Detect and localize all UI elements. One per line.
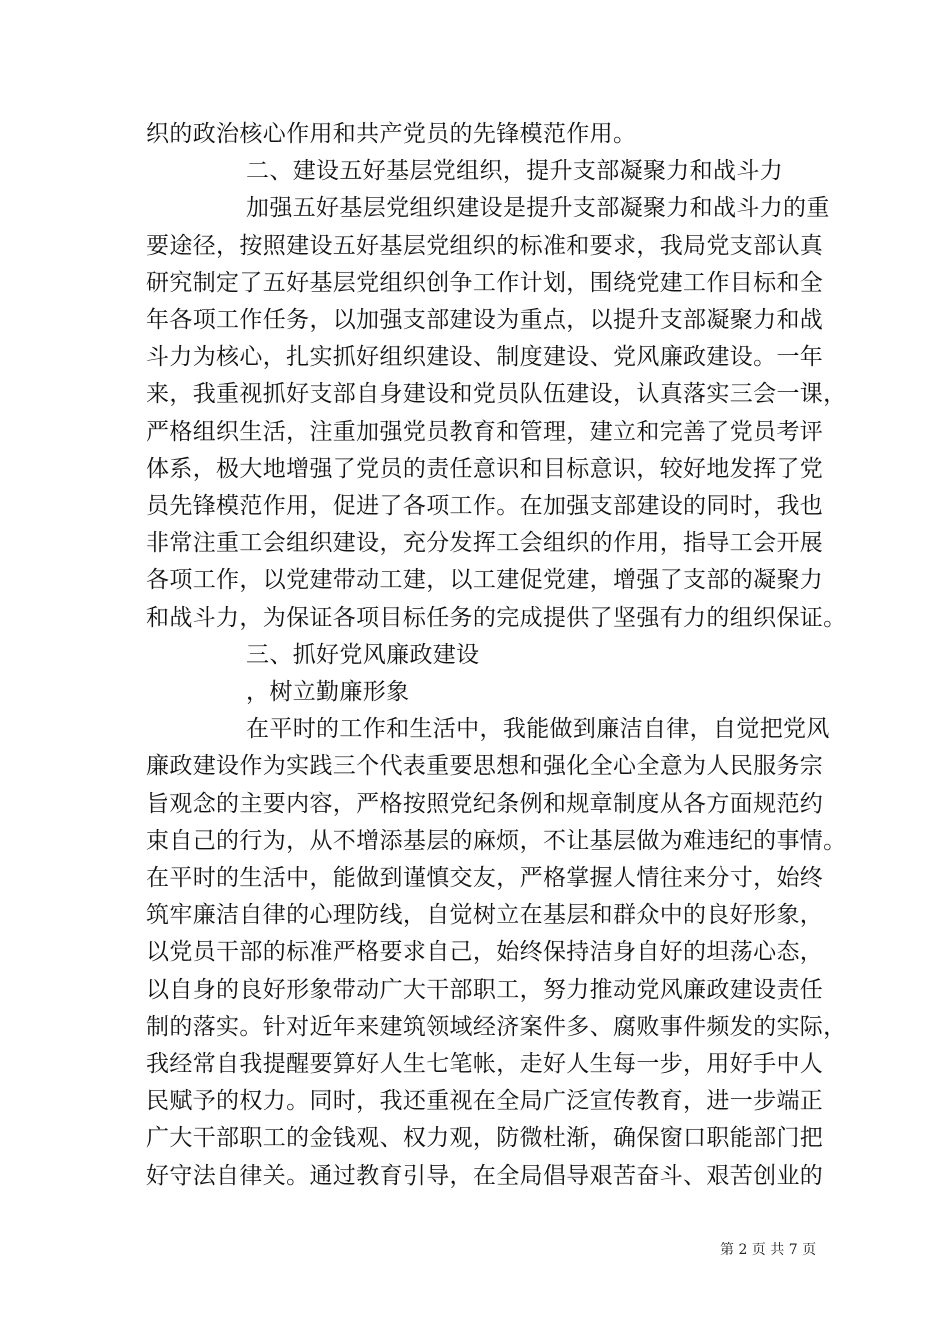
text-line: 筑牢廉洁自律的心理防线，自觉树立在基层和群众中的良好形象， xyxy=(146,902,824,929)
section-heading-3: 三、抓好党风廉政建设 xyxy=(246,641,480,668)
text-line: 各项工作，以党建带动工建，以工建促党建，增强了支部的凝聚力 xyxy=(146,567,824,594)
text-line: 我经常自我提醒要算好人生七笔帐，走好人生每一步，用好手中人 xyxy=(146,1051,824,1077)
paragraph-3-start: 在平时的工作和生活中，我能做到廉洁自律，自觉把党风 xyxy=(246,716,830,743)
text-line: 斗力为核心，扎实抓好组织建设、制度建设、党风廉政建设。一年 xyxy=(146,344,824,371)
text-line: 员先锋模范作用，促进了各项工作。在加强支部建设的同时，我也 xyxy=(146,493,824,519)
text-line: 民赋予的权力。同时，我还重视在全局广泛宣传教育，进一步端正 xyxy=(146,1088,824,1115)
text-line: 好守法自律关。通过教育引导，在全局倡导艰苦奋斗、艰苦创业的 xyxy=(146,1162,824,1189)
text-line: 和战斗力，为保证各项目标任务的完成提供了坚强有力的组织保证。 xyxy=(146,604,847,631)
text-line: 研究制定了五好基层党组织创争工作计划，围绕党建工作目标和全 xyxy=(146,269,824,296)
text-line: 体系，极大地增强了党员的责任意识和目标意识，较好地发挥了党 xyxy=(146,455,824,482)
section-heading-2: 二、建设五好基层党组织，提升支部凝聚力和战斗力 xyxy=(246,158,784,185)
text-line: 以自身的良好形象带动广大干部职工，努力推动党风廉政建设责任 xyxy=(146,976,824,1003)
section-heading-3-continued: ，树立勤廉形象 xyxy=(246,679,410,705)
page-number-footer: 第 2 页 共 7 页 xyxy=(720,1242,817,1258)
text-line: 织的政治核心作用和共产党员的先锋模范作用。 xyxy=(146,121,637,147)
text-line: 要途径，按照建设五好基层党组织的标准和要求，我局党支部认真 xyxy=(146,232,824,259)
text-line: 严格组织生活，注重加强党员教育和管理，建立和完善了党员考评 xyxy=(146,418,824,445)
text-line: 非常注重工会组织建设，充分发挥工会组织的作用，指导工会开展 xyxy=(146,530,824,557)
paragraph-2-start: 加强五好基层党组织建设是提升支部凝聚力和战斗力的重 xyxy=(246,195,830,222)
text-line: 广大干部职工的金钱观、权力观，防微杜渐，确保窗口职能部门把 xyxy=(146,1125,824,1152)
text-line: 以党员干部的标准严格要求自己，始终保持洁身自好的坦荡心态， xyxy=(146,939,824,966)
text-line: 束自己的行为，从不增添基层的麻烦，不让基层做为难违纪的事情。 xyxy=(146,827,847,854)
text-line: 廉政建设作为实践三个代表重要思想和强化全心全意为人民服务宗 xyxy=(146,753,824,780)
text-line: 制的落实。针对近年来建筑领域经济案件多、腐败事件频发的实际， xyxy=(146,1013,847,1040)
text-line: 旨观念的主要内容，严格按照党纪条例和规章制度从各方面规范约 xyxy=(146,790,824,817)
text-line: 年各项工作任务，以加强支部建设为重点，以提升支部凝聚力和战 xyxy=(146,307,824,333)
text-line: 在平时的生活中，能做到谨慎交友，严格掌握人情往来分寸，始终 xyxy=(146,865,824,891)
text-line: 来，我重视抓好支部自身建设和党员队伍建设，认真落实三会一课， xyxy=(146,381,847,408)
